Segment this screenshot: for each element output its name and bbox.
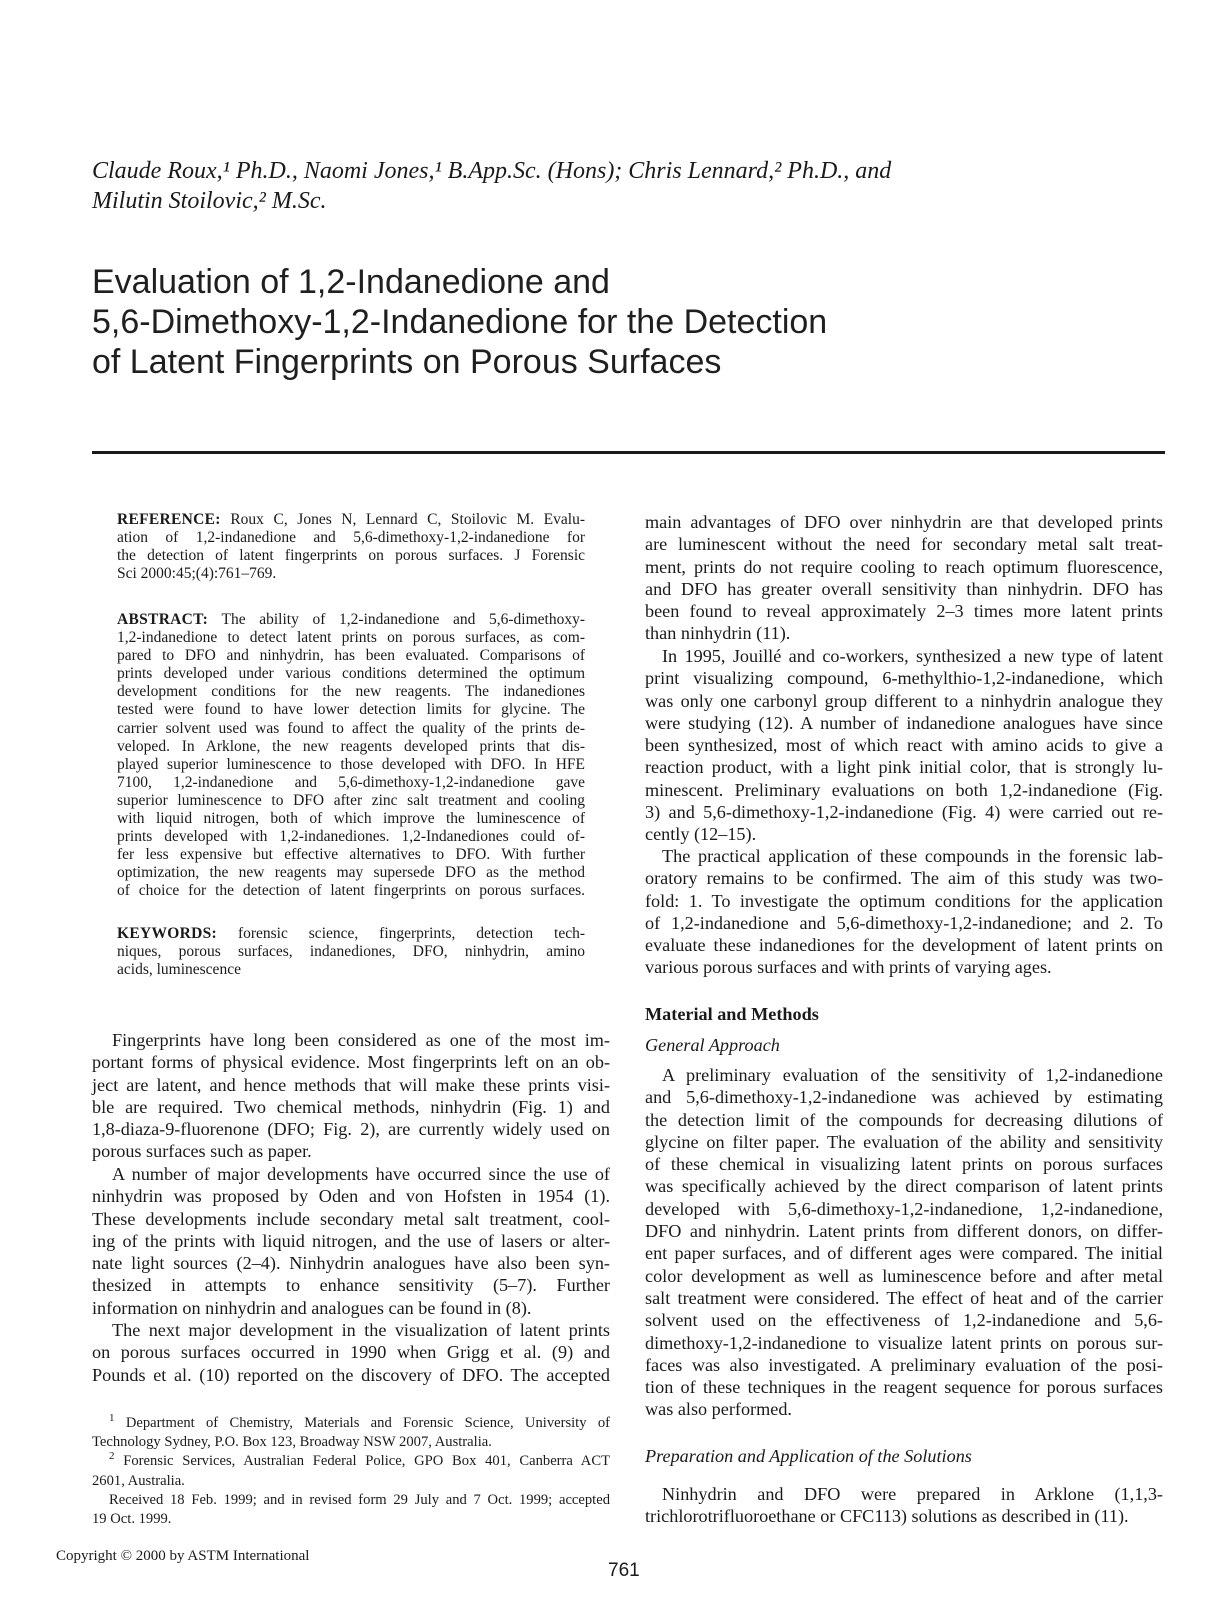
section-heading: Material and Methods [645, 1004, 819, 1024]
abstract-line: pared to DFO and ninhydrin, has been evaluated. Comparisons of [117, 647, 585, 665]
abstract-line: ABSTRACT: The ability of 1,2-indanedione and 5,6-dimethoxy- [117, 611, 585, 628]
right-paragraph-4: A preliminary evaluation of the sensitivity of 1,2-indanedione and 5,6-dimethoxy-1,2-indanedione was achieved by estimating the detection limit of the compounds for decreasing dilutions of glycine on filter paper. The evaluation of the ability and sensitivity of these chemical in visualizing latent prints on porous surfaces was specifically achieved by the direct comparison of latent prints developed with 5,6-dimethoxy-1,2-indanedione, 1,2-indanedione, DFO and ninhydrin. Latent prints from different donors, on differ- ent paper surfaces, and of different ages were compared. The initial color development as well as luminescence before and after metal salt treatment were considered. The effect of heat and of the carrier solvent used on the effectiveness of 1,2-indanedione and 5,6- dimethoxy-1,2-indanedione to visualize latent prints on porous sur- faces was also investigated. A preliminary evaluation of the posi- tion of these techniques in the reagent sequence for porous surfaces was also performed. [645, 1065, 1163, 1420]
right-paragraph-1: main advantages of DFO over ninhydrin are that developed prints are luminescent without the need for secondary metal salt treat- ment, prints do not require cooling to reach optimum fluorescence, and DFO has greater overall sensitivity than ninhydrin. DFO has been found to reveal approximately 2–3 times more latent prints than ninhydrin (11). [645, 512, 1163, 644]
paper-title [92, 262, 1132, 382]
abstract-line: 7100, 1,2-indanedione and 5,6-dimethoxy-1,2-indanedione gave [117, 773, 585, 791]
abstract-line: prints developed with 1,2-indanediones. 1,2-Indanediones could of- [117, 828, 585, 846]
abstract-line: tested were found to have lower detection limits for glycine. The [117, 701, 585, 719]
abstract-line: superior luminescence to DFO after zinc salt treatment and cooling [117, 791, 585, 809]
reference-line: REFERENCE: Roux C, Jones N, Lennard C, Stoilovic M. Evalu- [117, 511, 585, 528]
abstract-line: development conditions for the new reagents. The indanediones [117, 683, 585, 701]
intro-paragraph-3: The next major development in the visualization of latent prints on porous surfaces occurred in 1990 when Grigg et al. (9) and Pounds et al. (10) reported on the discovery of DFO. The accepted [92, 1320, 610, 1385]
abstract-line: 1,2-indanedione to detect latent prints on porous surfaces, as com- [117, 629, 585, 647]
copyright-notice: Copyright © 2000 by ASTM International [56, 1548, 310, 1564]
keywords-block [117, 925, 585, 979]
keywords-line: acids, luminescence [117, 961, 241, 979]
footnote-2: $^2$ Forensic Services, Australian Federal Police, GPO Box 401, Canberra ACT [109, 1450, 610, 1470]
reference-block [117, 511, 585, 583]
footnotes: $^1$ Department of Chemistry, Materials and Forensic Science, University of Technology Sydney, P.O. Box 123, Broadway NSW 2007, Australia. $^2$ Forensic Services, Australian Federal Police, GPO Box 401, Canberra ACT 2601, Australia. Received 18 Feb. 1999; and in revised form 29 July and 7 Oct. 1999; accepted 19 Oct. 1999. [92, 1412, 610, 1528]
received-note: Received 18 Feb. 1999; and in revised form 29 July and 7 Oct. 1999; accepted [109, 1491, 610, 1508]
reference-label: REFERENCE: [117, 511, 221, 528]
keywords-line: niques, porous surfaces, indanediones, DFO, ninhydrin, amino [117, 943, 585, 961]
page-number: 761 [608, 1560, 640, 1581]
title-line-3: of Latent Fingerprints on Porous Surfaces [92, 343, 722, 381]
abstract-line: of choice for the detection of latent fingerprints on porous surfaces. [117, 882, 585, 900]
abstract-label: ABSTRACT: [117, 611, 209, 628]
author-line-2: Milutin Stoilovic,² M.Sc. [92, 188, 327, 214]
title-divider [92, 451, 1165, 454]
subsection-heading-preparation: Preparation and Application of the Solutions [645, 1446, 972, 1466]
abstract-line: played superior luminescence to those developed with DFO. In HFE [117, 755, 585, 773]
title-line-1: Evaluation of 1,2-Indanedione and [92, 263, 610, 301]
intro-paragraph-2: A number of major developments have occurred since the use of ninhydrin was proposed by Oden and von Hofsten in 1954 (1). These developments include secondary metal salt treatment, cool- ing of the prints with liquid nitrogen, and the use of lasers or alter- nate light sources (2–4). Ninhydrin analogues have also been syn- thesized in attempts to enhance sensitivity (5–7). Further information on ninhydrin and analogues can be found in (8). [92, 1164, 610, 1318]
footnote-1: $^1$ Department of Chemistry, Materials and Forensic Science, University of [109, 1412, 610, 1431]
abstract-line: veloped. In Arklone, the new reagents developed prints that dis- [117, 737, 585, 755]
author-line-1: Claude Roux,¹ Ph.D., Naomi Jones,¹ B.App.Sc. (Hons); Chris Lennard,² Ph.D., and [92, 158, 892, 184]
reference-line: Sci 2000:45;(4):761–769. [117, 565, 277, 583]
right-paragraph-3: The practical application of these compounds in the forensic lab- oratory remains to be confirmed. The aim of this study was two- fold: 1. To investigate the optimum conditions for the application of 1,2-indanedione and 5,6-dimethoxy-1,2-indanedione; and 2. To evaluate these indanediones for the development of latent prints on various porous surfaces and with prints of varying ages. [645, 846, 1163, 978]
right-paragraph-2: In 1995, Jouillé and co-workers, synthesized a new type of latent print visualizing compound, 6-methylthio-1,2-indanedione, which was only one carbonyl group different to a ninhydrin analogue they were studying (12). A number of indanedione analogues have since been synthesized, most of which react with amino acids to give a reaction product, with a light pink initial color, that is strongly lu- minescent. Preliminary evaluations on both 1,2-indanedione (Fig. 3) and 5,6-dimethoxy-1,2-indanedione (Fig. 4) were carried out re- cently (12–15). [645, 646, 1163, 845]
abstract-line: carrier solvent used was found to affect the quality of the prints de- [117, 719, 585, 737]
abstract-line: fer less expensive but effective alternatives to DFO. With further [117, 846, 585, 864]
subsection-heading-general: General Approach [645, 1035, 780, 1055]
reference-line: the detection of latent fingerprints on porous surfaces. J Forensic [117, 547, 585, 565]
intro-paragraph-1: Fingerprints have long been considered as one of the most im- portant forms of physical evidence. Most fingerprints left on an ob- ject are latent, and hence methods that will make these prints visi- ble are required. Two chemical methods, ninhydrin (Fig. 1) and 1,8-diaza-9-fluorenone (DFO; Fig. 2), are currently widely used on porous surfaces such as paper. [92, 1030, 610, 1162]
abstract-line: optimization, the new reagents may supersede DFO as the method [117, 864, 585, 882]
abstract-line: prints developed under various conditions determined the optimum [117, 665, 585, 683]
title-line-2: 5,6-Dimethoxy-1,2-Indanedione for the Detection [92, 303, 828, 341]
keywords-label: KEYWORDS: [117, 925, 218, 942]
reference-line: ation of 1,2-indanedione and 5,6-dimethoxy-1,2-indanedione for [117, 529, 585, 547]
keywords-line: KEYWORDS: forensic science, fingerprints, detection tech- [117, 925, 585, 942]
abstract-block [117, 611, 585, 901]
abstract-line: with liquid nitrogen, both of which improve the luminescence of [117, 810, 585, 828]
right-paragraph-5: Ninhydrin and DFO were prepared in Arklone (1,1,3- trichlorotrifluoroethane or CFC113) solutions as described in (11). [645, 1484, 1163, 1527]
author-list [92, 156, 1092, 216]
